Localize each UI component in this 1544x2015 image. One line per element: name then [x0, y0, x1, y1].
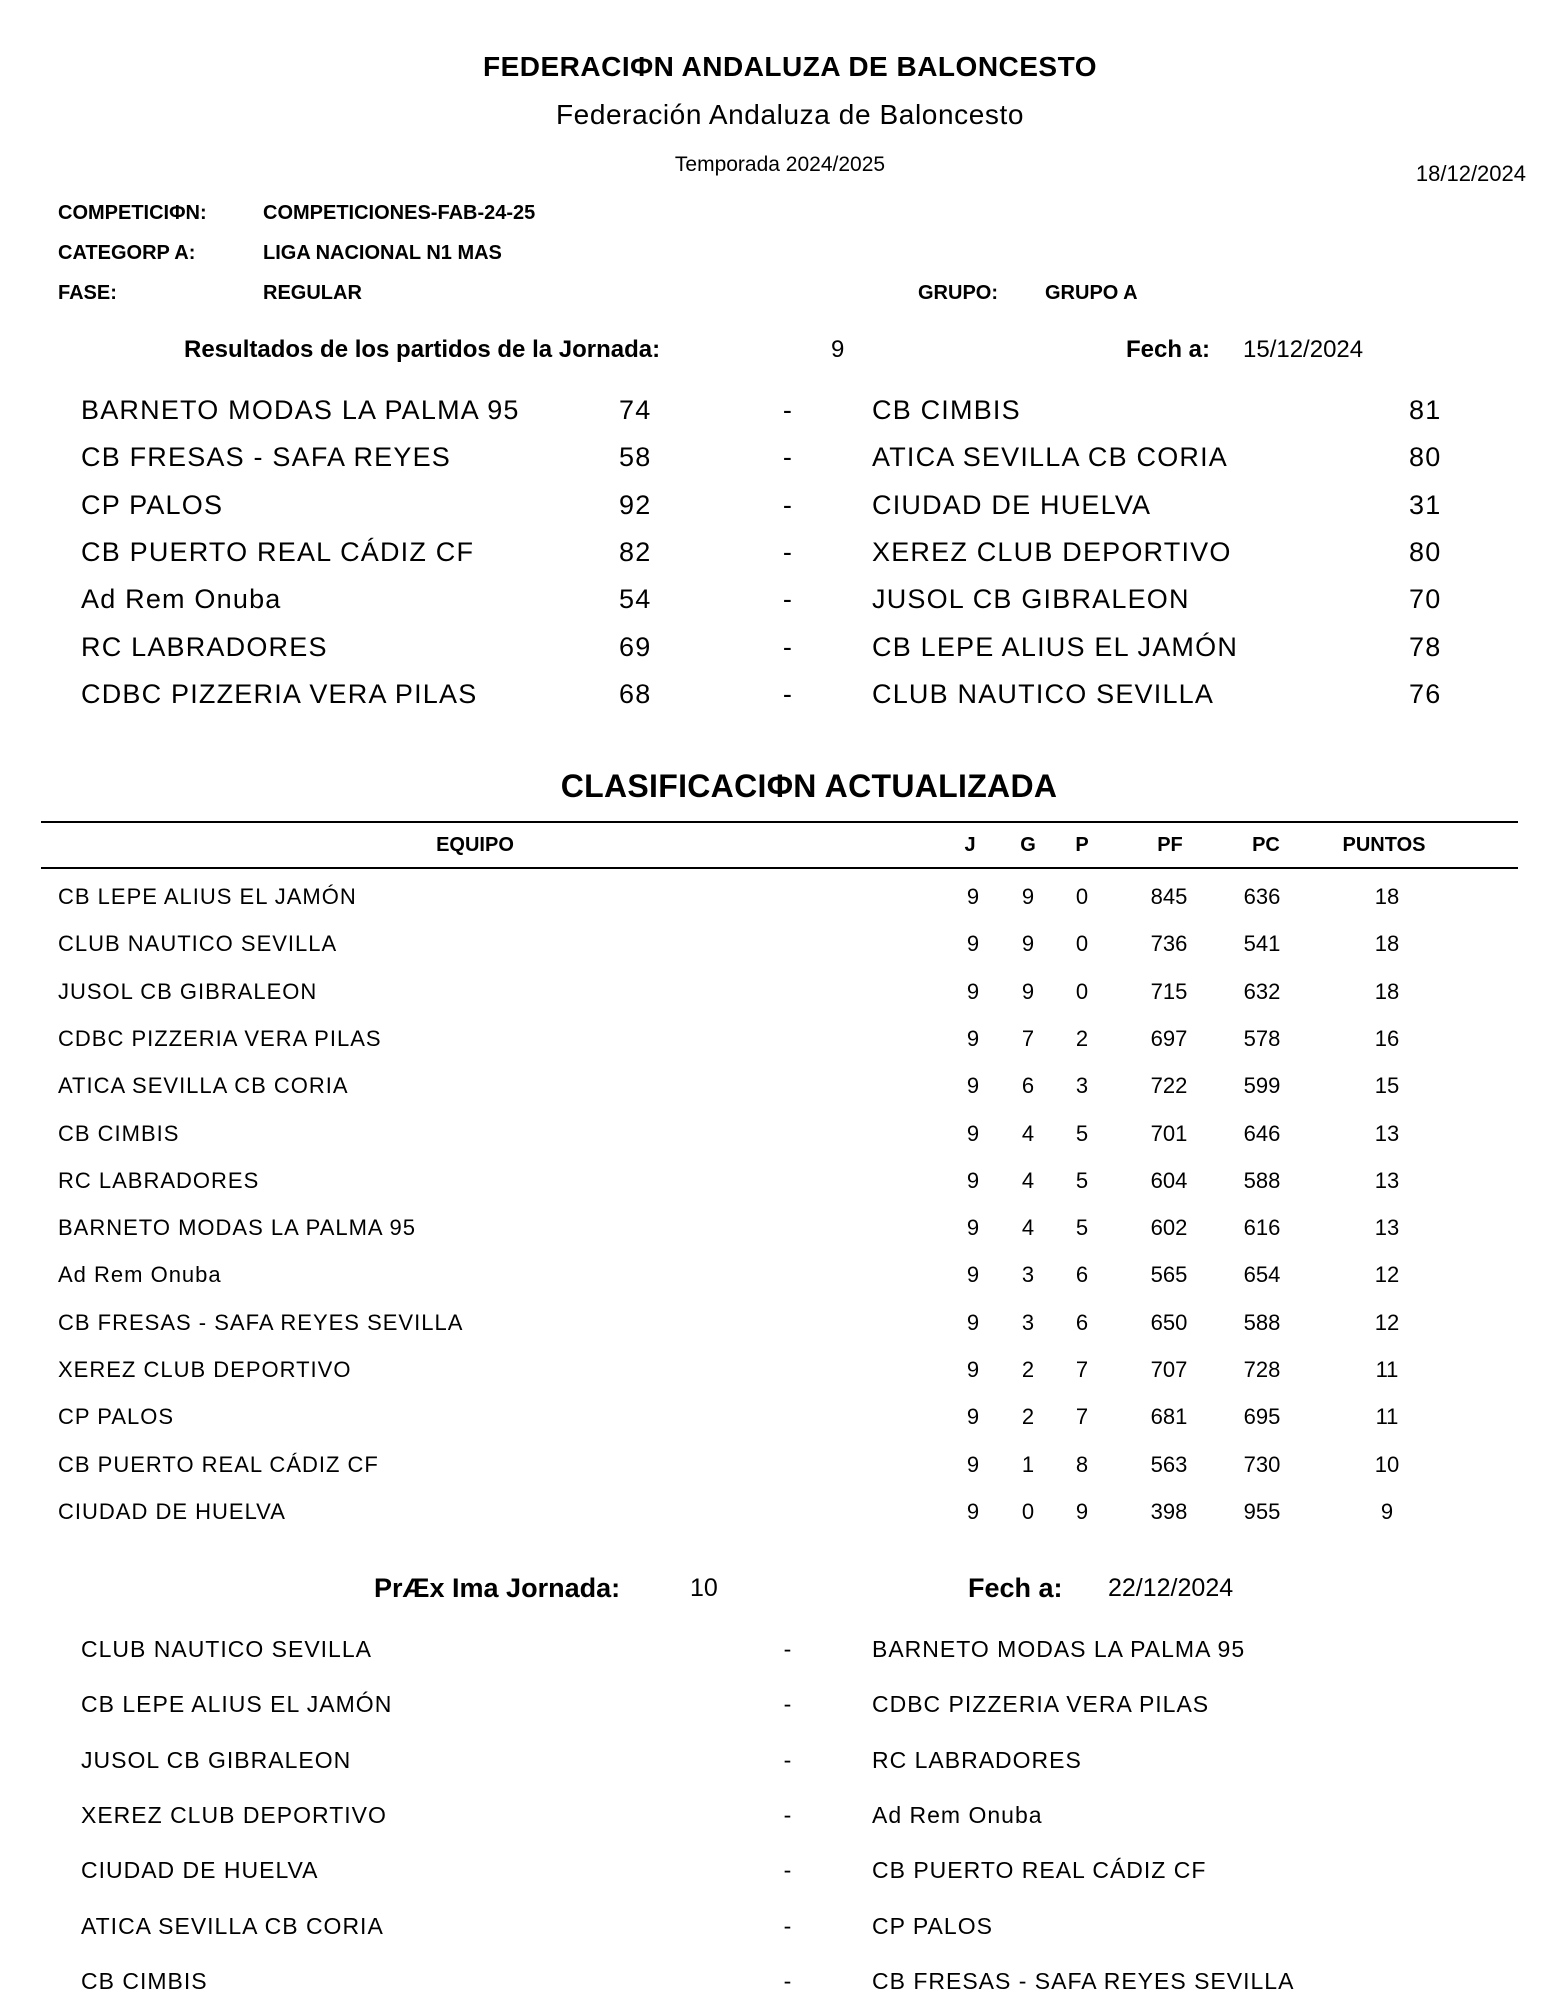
league-points: 18	[1374, 884, 1400, 909]
score-separator: -	[782, 678, 794, 709]
games-won: 9	[1021, 884, 1035, 909]
home-score: 68	[619, 678, 652, 709]
games-played: 9	[966, 1404, 980, 1430]
games-played: 9	[966, 1215, 980, 1241]
category-label: CATEGORP A:	[58, 242, 196, 264]
table-row	[0, 1355, 1544, 1385]
league-points: 18	[1374, 978, 1400, 1004]
league-points: 16	[1374, 1025, 1400, 1051]
away-score: 80	[1409, 536, 1442, 567]
games-won: 1	[1021, 1451, 1035, 1477]
home-team: Ad Rem Onuba	[81, 584, 282, 615]
next-round-date-label: Fech a:	[968, 1573, 1063, 1603]
table-row	[0, 1260, 1544, 1290]
games-played: 9	[966, 1498, 980, 1524]
col-header-pc: PC	[1252, 834, 1280, 856]
result-row	[0, 534, 1544, 570]
games-lost: 7	[1075, 1357, 1089, 1382]
fixture-separator: -	[783, 1967, 793, 1994]
phase-label: FASE:	[58, 282, 117, 304]
fixture-row	[0, 1745, 1544, 1775]
league-points: 9	[1380, 1498, 1394, 1524]
points-for: 707	[1150, 1357, 1188, 1382]
points-against: 599	[1243, 1073, 1281, 1099]
next-round-number: 10	[690, 1574, 718, 1602]
competition-value: COMPETICIONES-FAB-24-25	[263, 202, 536, 224]
score-separator: -	[782, 536, 794, 567]
games-played: 9	[966, 931, 980, 957]
next-round-heading: PrÆx Ima Jornada:	[374, 1573, 621, 1603]
away-team: JUSOL CB GIBRALEON	[872, 584, 1190, 615]
score-separator: -	[782, 395, 794, 425]
table-row	[0, 1024, 1544, 1054]
away-team: CB FRESAS - SAFA REYES SEVILLA	[872, 1967, 1295, 1994]
score-separator: -	[782, 489, 794, 520]
group-label: GRUPO:	[918, 282, 998, 304]
team-name: CB CIMBIS	[58, 1120, 180, 1146]
team-name: CP PALOS	[58, 1404, 175, 1430]
team-name: CLUB NAUTICO SEVILLA	[58, 931, 338, 957]
league-points: 12	[1374, 1262, 1400, 1288]
games-won: 9	[1021, 931, 1035, 957]
home-team: ATICA SEVILLA CB CORIA	[81, 1912, 384, 1939]
group-value: GRUPO A	[1045, 282, 1138, 304]
table-row	[0, 977, 1544, 1007]
points-against: 728	[1243, 1357, 1281, 1382]
fixture-row	[0, 1689, 1544, 1719]
home-score: 54	[619, 584, 652, 615]
points-for: 563	[1150, 1451, 1188, 1477]
fixture-row	[0, 1855, 1544, 1885]
home-team: CLUB NAUTICO SEVILLA	[81, 1636, 372, 1662]
points-for: 604	[1150, 1167, 1188, 1193]
col-header-points: PUNTOS	[1342, 834, 1426, 856]
games-won: 6	[1021, 1073, 1035, 1099]
table-row	[0, 1071, 1544, 1101]
team-name: Ad Rem Onuba	[58, 1262, 222, 1288]
result-row	[0, 581, 1544, 617]
points-against: 632	[1243, 978, 1281, 1004]
points-against: 955	[1243, 1498, 1281, 1524]
games-played: 9	[966, 1167, 980, 1193]
home-team: BARNETO MODAS LA PALMA 95	[81, 395, 520, 425]
games-won: 4	[1021, 1215, 1035, 1241]
team-name: ATICA SEVILLA CB CORIA	[58, 1073, 349, 1099]
games-played: 9	[966, 1357, 980, 1382]
away-score: 76	[1409, 678, 1442, 709]
team-name: XEREZ CLUB DEPORTIVO	[58, 1357, 352, 1382]
league-points: 13	[1374, 1215, 1400, 1241]
games-won: 4	[1021, 1167, 1035, 1193]
away-score: 31	[1409, 489, 1442, 520]
home-team: XEREZ CLUB DEPORTIVO	[81, 1801, 387, 1828]
games-played: 9	[966, 1073, 980, 1099]
federation-title: FEDERACIΦN ANDALUZA DE BALONCESTO	[482, 51, 1097, 82]
points-for: 715	[1150, 978, 1188, 1004]
score-separator: -	[782, 442, 794, 473]
team-name: CIUDAD DE HUELVA	[58, 1498, 286, 1524]
games-lost: 0	[1075, 978, 1089, 1004]
games-played: 9	[966, 1025, 980, 1051]
league-points: 18	[1374, 931, 1400, 957]
away-team: CLUB NAUTICO SEVILLA	[872, 678, 1215, 709]
score-separator: -	[782, 631, 794, 662]
season-label: Temporada 2024/2025	[674, 153, 886, 176]
games-lost: 5	[1075, 1167, 1089, 1193]
table-row	[0, 1402, 1544, 1432]
league-points: 11	[1375, 1357, 1399, 1382]
fixture-separator: -	[783, 1746, 793, 1773]
points-against: 695	[1243, 1404, 1281, 1430]
home-team: CP PALOS	[81, 489, 224, 520]
home-score: 92	[619, 489, 652, 520]
games-played: 9	[966, 1309, 980, 1335]
team-name: CB LEPE ALIUS EL JAMÓN	[58, 884, 357, 909]
result-row	[0, 629, 1544, 665]
games-lost: 2	[1075, 1025, 1089, 1051]
points-for: 736	[1150, 931, 1188, 957]
results-date-label: Fech a:	[1126, 336, 1211, 363]
home-score: 74	[619, 395, 652, 425]
next-round-date: 22/12/2024	[1108, 1574, 1234, 1602]
points-for: 602	[1150, 1215, 1188, 1241]
away-score: 70	[1409, 584, 1442, 615]
standings-title: CLASIFICACIΦN ACTUALIZADA	[560, 768, 1058, 804]
league-points: 13	[1374, 1120, 1400, 1146]
team-name: RC LABRADORES	[58, 1167, 260, 1193]
home-team: JUSOL CB GIBRALEON	[81, 1746, 352, 1773]
games-lost: 9	[1075, 1498, 1089, 1524]
away-team: CIUDAD DE HUELVA	[872, 489, 1152, 520]
points-for: 722	[1150, 1073, 1188, 1099]
away-score: 80	[1409, 442, 1442, 473]
points-for: 845	[1150, 884, 1188, 909]
points-against: 646	[1243, 1120, 1281, 1146]
points-against: 654	[1243, 1262, 1281, 1288]
games-won: 2	[1021, 1357, 1035, 1382]
away-team: CB PUERTO REAL CÁDIZ CF	[872, 1857, 1207, 1884]
team-name: JUSOL CB GIBRALEON	[58, 978, 318, 1004]
points-against: 578	[1243, 1025, 1281, 1051]
away-score: 81	[1409, 395, 1442, 425]
games-played: 9	[966, 1451, 980, 1477]
points-against: 636	[1243, 884, 1281, 909]
league-points: 11	[1375, 1404, 1399, 1430]
table-row	[0, 882, 1544, 912]
games-won: 9	[1021, 978, 1035, 1004]
result-row	[0, 487, 1544, 523]
fixture-row	[0, 1911, 1544, 1941]
results-date: 15/12/2024	[1243, 336, 1364, 363]
home-team: CB FRESAS - SAFA REYES	[81, 442, 452, 473]
table-row	[0, 929, 1544, 959]
fixture-row	[0, 1966, 1544, 1996]
points-for: 701	[1150, 1120, 1188, 1146]
home-team: RC LABRADORES	[81, 631, 328, 662]
games-lost: 0	[1075, 884, 1089, 909]
fixture-separator: -	[783, 1912, 793, 1939]
fixture-separator: -	[783, 1801, 793, 1828]
table-row	[0, 1308, 1544, 1338]
points-against: 541	[1243, 931, 1281, 957]
fixture-separator: -	[783, 1691, 793, 1718]
results-heading: Resultados de los partidos de la Jornada:	[184, 336, 661, 363]
table-row	[0, 1213, 1544, 1243]
points-for: 398	[1150, 1498, 1188, 1524]
home-team: CDBC PIZZERIA VERA PILAS	[81, 678, 478, 709]
away-score: 78	[1409, 631, 1442, 662]
table-row	[0, 1497, 1544, 1527]
team-name: CDBC PIZZERIA VERA PILAS	[58, 1025, 382, 1051]
fixture-separator: -	[783, 1636, 793, 1662]
points-against: 588	[1243, 1167, 1281, 1193]
games-lost: 5	[1075, 1120, 1089, 1146]
league-points: 15	[1374, 1073, 1400, 1099]
games-lost: 7	[1075, 1404, 1089, 1430]
results-round: 9	[831, 336, 845, 363]
fixture-row	[0, 1634, 1544, 1664]
points-for: 650	[1150, 1309, 1188, 1335]
games-lost: 0	[1075, 931, 1089, 957]
points-for: 681	[1150, 1404, 1188, 1430]
away-team: CDBC PIZZERIA VERA PILAS	[872, 1691, 1210, 1718]
table-row	[0, 1119, 1544, 1149]
away-team: RC LABRADORES	[872, 1746, 1082, 1773]
games-lost: 5	[1075, 1215, 1089, 1241]
games-won: 0	[1021, 1498, 1035, 1524]
col-header-team: EQUIPO	[436, 834, 514, 856]
games-lost: 6	[1075, 1262, 1089, 1288]
games-played: 9	[966, 884, 980, 909]
col-header-g: G	[1020, 834, 1036, 856]
games-won: 2	[1021, 1404, 1035, 1430]
home-team: CIUDAD DE HUELVA	[81, 1857, 319, 1884]
games-won: 7	[1021, 1025, 1035, 1051]
games-played: 9	[966, 1262, 980, 1288]
home-score: 69	[619, 631, 652, 662]
games-won: 4	[1021, 1120, 1035, 1146]
col-header-pf: PF	[1157, 834, 1183, 856]
home-team: CB CIMBIS	[81, 1967, 208, 1994]
phase-value: REGULAR	[263, 282, 362, 304]
home-score: 58	[619, 442, 652, 473]
games-lost: 8	[1075, 1451, 1089, 1477]
points-for: 697	[1150, 1025, 1188, 1051]
result-row	[0, 676, 1544, 712]
games-won: 3	[1021, 1309, 1035, 1335]
points-against: 588	[1243, 1309, 1281, 1335]
league-points: 12	[1374, 1309, 1400, 1335]
home-team: CB LEPE ALIUS EL JAMÓN	[81, 1691, 393, 1718]
score-separator: -	[782, 584, 794, 615]
result-row	[0, 392, 1544, 428]
standings-top-rule	[41, 821, 1518, 823]
away-team: CB CIMBIS	[872, 395, 1021, 425]
away-team: ATICA SEVILLA CB CORIA	[872, 442, 1229, 473]
away-team: CB LEPE ALIUS EL JAMÓN	[872, 631, 1239, 662]
fixture-row	[0, 1800, 1544, 1830]
print-date: 18/12/2024	[1415, 161, 1526, 186]
col-header-p: P	[1075, 834, 1089, 856]
standings-header-rule	[41, 867, 1518, 869]
col-header-j: J	[964, 834, 976, 856]
result-row	[0, 439, 1544, 475]
team-name: CB PUERTO REAL CÁDIZ CF	[58, 1451, 379, 1477]
points-for: 565	[1150, 1262, 1188, 1288]
competition-label: COMPETICIΦN:	[58, 202, 207, 224]
league-points: 10	[1374, 1451, 1400, 1477]
games-lost: 6	[1075, 1309, 1089, 1335]
team-name: CB FRESAS - SAFA REYES SEVILLA	[58, 1309, 464, 1335]
home-team: CB PUERTO REAL CÁDIZ CF	[81, 536, 475, 567]
fixture-separator: -	[783, 1857, 793, 1884]
away-team: BARNETO MODAS LA PALMA 95	[872, 1636, 1246, 1662]
games-played: 9	[966, 1120, 980, 1146]
federation-subtitle: Federación Andaluza de Baloncesto	[555, 99, 1025, 130]
category-value: LIGA NACIONAL N1 MAS	[263, 242, 502, 264]
away-team: XEREZ CLUB DEPORTIVO	[872, 536, 1232, 567]
games-played: 9	[966, 978, 980, 1004]
games-lost: 3	[1075, 1073, 1089, 1099]
league-points: 13	[1374, 1167, 1400, 1193]
home-score: 82	[619, 536, 652, 567]
points-against: 616	[1243, 1215, 1281, 1241]
away-team: CP PALOS	[872, 1912, 993, 1939]
away-team: Ad Rem Onuba	[872, 1801, 1043, 1828]
points-against: 730	[1243, 1451, 1281, 1477]
team-name: BARNETO MODAS LA PALMA 95	[58, 1215, 416, 1241]
table-row	[0, 1450, 1544, 1480]
table-row	[0, 1166, 1544, 1196]
games-won: 3	[1021, 1262, 1035, 1288]
